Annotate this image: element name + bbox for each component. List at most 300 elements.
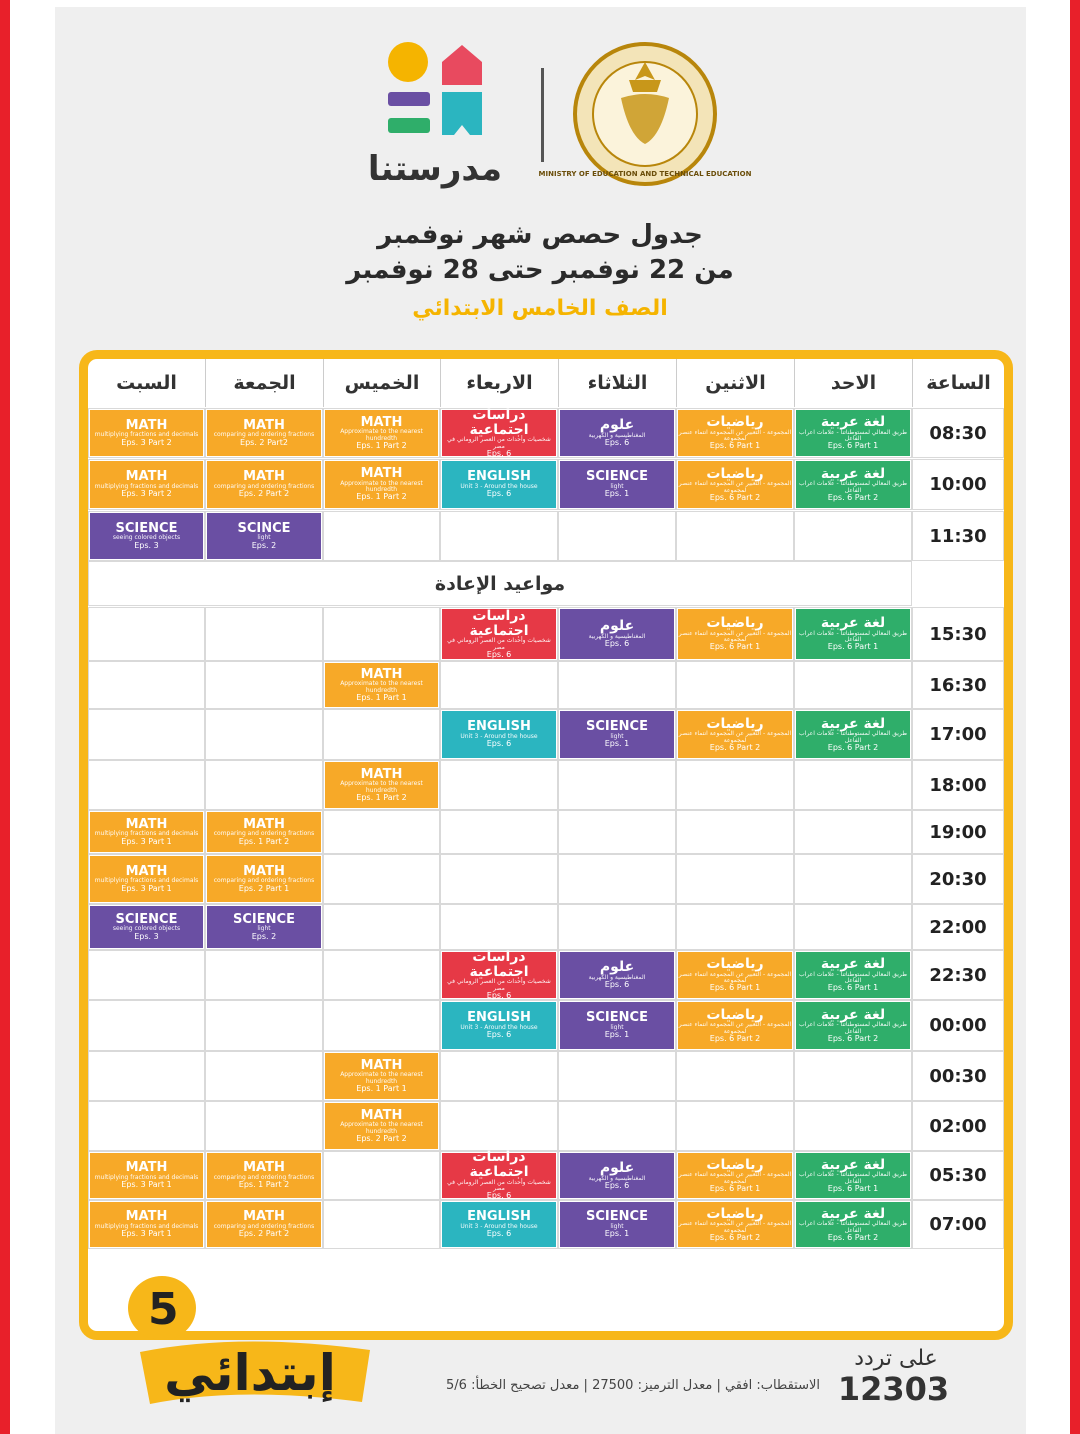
empty-cell bbox=[323, 511, 440, 561]
empty-cell bbox=[88, 760, 205, 810]
empty-cell bbox=[558, 1051, 676, 1101]
empty-cell bbox=[323, 709, 440, 760]
lesson-math-thu-e bbox=[325, 663, 438, 707]
lesson-episode: Eps. 2 Part2 bbox=[240, 437, 288, 447]
lesson-arabic-sun-a bbox=[796, 410, 910, 456]
empty-cell bbox=[794, 1051, 912, 1101]
lesson-topic: المجموعة - التعبير عن المجموعة انتماء عنصر لمجموعة bbox=[678, 970, 792, 985]
lesson-sci-tue-o bbox=[560, 1153, 674, 1198]
lesson-title: SCIENCE bbox=[586, 1010, 648, 1026]
lesson-episode: Eps. 6 bbox=[486, 990, 512, 1000]
lesson-math-mon-b bbox=[678, 461, 792, 508]
lesson-topic: Unit 3 - Around the house bbox=[460, 732, 538, 740]
time-cell-1130: 11:30 bbox=[912, 511, 1004, 561]
lesson-arabic-sun-f bbox=[796, 711, 910, 758]
lesson-episode: Eps. 1 Part 2 bbox=[238, 1180, 290, 1190]
empty-cell bbox=[440, 854, 558, 904]
lesson-title: لغة عربية bbox=[820, 715, 886, 732]
lesson-topic: طريق المعالي لمستوطناتنا - علامات اعراب الفاعل bbox=[799, 1220, 907, 1234]
empty-cell bbox=[558, 1101, 676, 1151]
lesson-title: MATH bbox=[125, 816, 168, 832]
lesson-episode: Eps. 6 Part 1 bbox=[709, 642, 761, 652]
lesson-topic: multiplying fractions and decimals bbox=[94, 1173, 199, 1181]
lesson-topic: seeing colored objects bbox=[112, 534, 181, 542]
lesson-math-mon-k bbox=[678, 952, 792, 998]
lesson-title: MATH bbox=[360, 1057, 403, 1073]
lesson-title: لغة عربية bbox=[820, 956, 886, 973]
lesson-episode: Eps. 1 bbox=[604, 1030, 630, 1040]
lesson-episode: Eps. 6 Part 1 bbox=[709, 1183, 761, 1193]
lesson-topic: المجموعة - التعبير عن المجموعة انتماء عنصر لمجموعة bbox=[678, 480, 792, 494]
seal-text: MINISTRY OF EDUCATION AND TECHNICAL EDUCATION bbox=[538, 170, 752, 178]
lesson-episode: Eps. 3 Part 2 bbox=[121, 437, 172, 447]
lesson-topic: المجموعة - التعبير عن المجموعة انتماء عنصر لمجموعة bbox=[678, 1220, 792, 1234]
lesson-episode: Eps. 1 Part 2 bbox=[356, 492, 407, 502]
empty-cell bbox=[88, 1051, 205, 1101]
lesson-math-fri-o bbox=[207, 1153, 321, 1198]
grade-badge bbox=[100, 1262, 380, 1412]
lesson-title: رياضيات bbox=[706, 715, 764, 732]
lesson-arabic-sun-l bbox=[796, 1002, 910, 1049]
empty-cell bbox=[794, 760, 912, 810]
lesson-episode: Eps. 6 bbox=[486, 739, 512, 749]
time-cell-0700: 07:00 bbox=[912, 1200, 1004, 1249]
empty-cell bbox=[323, 950, 440, 1000]
empty-cell bbox=[558, 760, 676, 810]
lesson-topic: المجموعة - التعبير عن المجموعة انتماء عنصر لمجموعة bbox=[678, 1171, 792, 1185]
lesson-episode: Eps. 3 Part 1 bbox=[121, 883, 172, 893]
lesson-topic: Approximate to the nearest hundredth bbox=[340, 680, 423, 694]
col-header-monday: الاثنين bbox=[676, 359, 794, 407]
lesson-title: رياضيات bbox=[706, 465, 764, 482]
lesson-title: MATH bbox=[243, 469, 285, 485]
empty-cell bbox=[676, 1101, 794, 1151]
lesson-title: لغة عربية bbox=[820, 465, 886, 482]
lesson-topic: Approximate to the nearest hundredth bbox=[340, 479, 423, 494]
empty-cell bbox=[440, 1051, 558, 1101]
lesson-title: ENGLISH bbox=[467, 1209, 531, 1225]
empty-cell bbox=[323, 810, 440, 854]
ministry-seal bbox=[538, 40, 752, 188]
grade-label: الصف الخامس الابتدائي bbox=[412, 296, 668, 321]
lesson-arabic-sun-p bbox=[796, 1202, 910, 1247]
lesson-topic: multiplying fractions and decimals bbox=[94, 877, 199, 885]
lesson-topic: multiplying fractions and decimals bbox=[94, 431, 199, 439]
empty-cell bbox=[676, 1051, 794, 1101]
lesson-title: رياضيات bbox=[706, 956, 764, 973]
lesson-topic: المجموعة - التعبير عن المجموعة انتماء عنصر لمجموعة bbox=[678, 629, 792, 644]
empty-cell bbox=[205, 950, 323, 1000]
lesson-math-mon-a bbox=[678, 410, 792, 456]
empty-cell bbox=[794, 854, 912, 904]
lesson-episode: Eps. 6 bbox=[604, 1180, 630, 1190]
empty-cell bbox=[323, 1200, 440, 1249]
lesson-math-thu-a bbox=[325, 410, 438, 456]
lesson-topic: multiplying fractions and decimals bbox=[94, 482, 199, 490]
lesson-sci-sat-j bbox=[90, 906, 203, 948]
lesson-episode: Eps. 2 Part 2 bbox=[238, 1229, 290, 1239]
lesson-title: MATH bbox=[360, 1107, 403, 1123]
lesson-topic: طريق المعالي لمستوطناتنا - علامات اعراب الفاعل bbox=[799, 1021, 907, 1035]
lesson-eng-wed-l bbox=[442, 1002, 556, 1049]
lesson-title: دراسات اجتماعية bbox=[469, 607, 529, 639]
lesson-episode: Eps. 6 bbox=[486, 1030, 512, 1040]
empty-cell bbox=[323, 1151, 440, 1200]
schedule-date-range: من 22 نوفمبر حتى 28 نوفمبر bbox=[346, 255, 734, 285]
lesson-eng-wed-b bbox=[442, 461, 556, 508]
lesson-title: SCIENCE bbox=[233, 911, 295, 927]
lesson-topic: Approximate to the nearest hundredth bbox=[340, 428, 423, 442]
lesson-title: رياضيات bbox=[706, 1006, 764, 1023]
empty-cell bbox=[440, 760, 558, 810]
col-header-friday: الجمعة bbox=[205, 359, 323, 407]
lesson-math-mon-o bbox=[678, 1153, 792, 1198]
lesson-topic: Approximate to the nearest hundredth bbox=[340, 1121, 423, 1135]
lesson-title: لغة عربية bbox=[820, 615, 886, 632]
lesson-title: دراسات اجتماعية bbox=[469, 948, 529, 980]
time-cell-0200: 02:00 bbox=[912, 1101, 1004, 1151]
empty-cell bbox=[323, 854, 440, 904]
lesson-episode: Eps. 2 Part 1 bbox=[238, 883, 290, 893]
reception-info: الاستقطاب: افقي | معدل الترميز: 27500 | معدل تصحيح الخطأ: 5/6 bbox=[446, 1378, 820, 1393]
lesson-episode: Eps. 6 bbox=[604, 639, 630, 649]
lesson-topic: comparing and ordering fractions bbox=[213, 830, 315, 838]
empty-cell bbox=[88, 709, 205, 760]
col-header-sunday: الاحد bbox=[794, 359, 912, 407]
lesson-arabic-sun-b bbox=[796, 461, 910, 508]
lesson-title: MATH bbox=[360, 414, 403, 430]
lesson-math-thu-b bbox=[325, 461, 438, 508]
lesson-episode: Eps. 3 Part 1 bbox=[121, 1180, 172, 1190]
lesson-episode: Eps. 6 Part 2 bbox=[709, 492, 761, 502]
empty-cell bbox=[323, 1000, 440, 1051]
lesson-sci-tue-l bbox=[560, 1002, 674, 1049]
lesson-title: ENGLISH bbox=[467, 469, 531, 485]
lesson-topic: المجموعة - التعبير عن المجموعة انتماء عنصر لمجموعة bbox=[678, 1021, 792, 1035]
lesson-episode: Eps. 6 Part 1 bbox=[827, 441, 879, 451]
lesson-math-sat-i bbox=[90, 856, 203, 902]
lesson-episode: Eps. 6 bbox=[486, 649, 512, 659]
lesson-episode: Eps. 3 bbox=[134, 540, 159, 550]
lesson-title: SCIENCE bbox=[586, 719, 648, 735]
lesson-title: MATH bbox=[125, 417, 168, 433]
lesson-topic: المجموعة - التعبير عن المجموعة انتماء عنصر لمجموعة bbox=[678, 428, 792, 443]
lesson-arabic-sun-o bbox=[796, 1153, 910, 1198]
empty-cell bbox=[676, 810, 794, 854]
empty-cell bbox=[205, 1051, 323, 1101]
time-cell-1900: 19:00 bbox=[912, 810, 1004, 854]
col-header-time: الساعة bbox=[912, 359, 1004, 407]
col-header-saturday: السبت bbox=[116, 372, 177, 394]
lesson-title: علوم bbox=[599, 1159, 635, 1176]
lesson-title: دراسات اجتماعية bbox=[469, 1149, 529, 1181]
lesson-title: دراسات اجتماعية bbox=[469, 406, 529, 438]
lesson-episode: Eps. 6 Part 2 bbox=[827, 1033, 879, 1043]
lesson-math-thu-n bbox=[325, 1103, 438, 1149]
empty-cell bbox=[88, 607, 205, 661]
lesson-topic: طريق المعالي لمستوطناتنا - علامات اعراب الفاعل bbox=[799, 480, 907, 494]
lesson-episode: Eps. 6 Part 2 bbox=[827, 742, 879, 752]
lesson-topic: Approximate to the nearest hundredth bbox=[340, 780, 423, 794]
time-cell-0530: 05:30 bbox=[912, 1151, 1004, 1200]
lesson-episode: Eps. 2 Part 2 bbox=[238, 489, 290, 499]
lesson-topic: comparing and ordering fractions bbox=[213, 482, 315, 490]
empty-cell bbox=[440, 661, 558, 709]
lesson-title: علوم bbox=[599, 959, 635, 976]
time-cell-1000: 10:00 bbox=[912, 459, 1004, 510]
lesson-topic: comparing and ordering fractions bbox=[213, 1173, 315, 1181]
lesson-episode: Eps. 1 Part 2 bbox=[238, 836, 290, 846]
lesson-topic: شخصيات وأحداث من العصر الروماني في مصر bbox=[447, 637, 551, 651]
lesson-title: MATH bbox=[125, 1209, 168, 1225]
lesson-math-sat-a bbox=[90, 410, 203, 456]
lesson-episode: Eps. 6 Part 1 bbox=[709, 441, 761, 451]
empty-cell bbox=[794, 511, 912, 561]
lesson-topic: طريق المعالي لمستوطناتنا - علامات اعراب الفاعل bbox=[799, 629, 907, 644]
lesson-topic: comparing and ordering fractions bbox=[213, 431, 315, 439]
empty-cell bbox=[323, 904, 440, 950]
empty-cell bbox=[558, 854, 676, 904]
lesson-topic: طريق المعالي لمستوطناتنا - علامات اعراب الفاعل bbox=[799, 428, 907, 443]
time-cell-1630: 16:30 bbox=[912, 661, 1004, 709]
lesson-topic: multiplying fractions and decimals bbox=[94, 830, 199, 838]
empty-cell bbox=[205, 661, 323, 709]
lesson-topic: light bbox=[610, 1222, 624, 1230]
lesson-title: لغة عربية bbox=[820, 1006, 886, 1023]
lesson-title: رياضيات bbox=[706, 615, 764, 632]
lesson-arabic-sun-k bbox=[796, 952, 910, 998]
lesson-title: MATH bbox=[243, 816, 285, 832]
time-cell-0030: 00:30 bbox=[912, 1051, 1004, 1101]
lesson-social-wed-d bbox=[442, 609, 556, 659]
lesson-title: رياضيات bbox=[706, 1205, 764, 1222]
lesson-sci-tue-k bbox=[560, 952, 674, 998]
lesson-title: رياضيات bbox=[706, 1156, 764, 1173]
lesson-math-sat-o bbox=[90, 1153, 203, 1198]
empty-cell bbox=[205, 709, 323, 760]
lesson-sci-fri-c bbox=[207, 513, 321, 559]
empty-cell bbox=[794, 810, 912, 854]
col-header-thursday: الخميس bbox=[323, 359, 440, 407]
empty-cell bbox=[323, 607, 440, 661]
lesson-topic: comparing and ordering fractions bbox=[213, 877, 315, 885]
lesson-title: SCIENCE bbox=[115, 520, 178, 536]
lesson-title: SCIENCE bbox=[115, 911, 178, 927]
lesson-sci-tue-d bbox=[560, 609, 674, 659]
empty-cell bbox=[205, 607, 323, 661]
lesson-title: MATH bbox=[243, 1209, 285, 1225]
lesson-topic: comparing and ordering fractions bbox=[213, 1222, 315, 1230]
schedule-title: جدول حصص شهر نوفمبر bbox=[377, 220, 703, 250]
lesson-title: ENGLISH bbox=[467, 719, 531, 735]
lesson-math-thu-m bbox=[325, 1053, 438, 1099]
empty-cell bbox=[440, 511, 558, 561]
lesson-topic: المغناطيسية و الكهربية bbox=[588, 432, 646, 439]
empty-cell bbox=[794, 1101, 912, 1151]
time-cell-2030: 20:30 bbox=[912, 854, 1004, 904]
lesson-sci-tue-f bbox=[560, 711, 674, 758]
frequency-label: على تردد bbox=[854, 1346, 938, 1371]
empty-cell bbox=[676, 854, 794, 904]
empty-cell bbox=[676, 511, 794, 561]
lesson-topic: Approximate to the nearest hundredth bbox=[340, 1071, 423, 1085]
empty-cell bbox=[205, 1101, 323, 1151]
lesson-episode: Eps. 6 Part 1 bbox=[827, 642, 879, 652]
lesson-title: MATH bbox=[243, 863, 285, 879]
lesson-math-sat-p bbox=[90, 1202, 203, 1247]
rerun-section-label: مواعيد الإعادة bbox=[88, 561, 912, 606]
lesson-title: SCIENCE bbox=[586, 1209, 648, 1225]
lesson-episode: Eps. 1 Part 2 bbox=[356, 792, 407, 802]
lesson-episode: Eps. 3 Part 1 bbox=[121, 836, 172, 846]
lesson-math-fri-h bbox=[207, 812, 321, 852]
lesson-title: MATH bbox=[125, 863, 168, 879]
lesson-episode: Eps. 2 bbox=[251, 931, 277, 941]
lesson-title: MATH bbox=[360, 466, 403, 482]
lesson-topic: طريق المعالي لمستوطناتنا - علامات اعراب الفاعل bbox=[799, 1171, 907, 1185]
time-cell-2230: 22:30 bbox=[912, 950, 1004, 1000]
lesson-topic: المغناطيسية و الكهربية bbox=[588, 974, 646, 981]
lesson-math-mon-f bbox=[678, 711, 792, 758]
lesson-math-mon-d bbox=[678, 609, 792, 659]
lesson-title: MATH bbox=[360, 766, 403, 782]
lesson-title: لغة عربية bbox=[820, 1205, 886, 1222]
empty-cell bbox=[440, 810, 558, 854]
lesson-episode: Eps. 6 bbox=[486, 1191, 512, 1201]
lesson-topic: Unit 3 - Around the house bbox=[460, 1023, 538, 1031]
lesson-eng-wed-p bbox=[442, 1202, 556, 1247]
empty-cell bbox=[676, 661, 794, 709]
lesson-episode: Eps. 6 Part 2 bbox=[827, 1232, 879, 1242]
lesson-title: MATH bbox=[360, 666, 403, 682]
lesson-math-thu-g bbox=[325, 762, 438, 808]
lesson-topic: light bbox=[610, 732, 624, 740]
badge-number: 5 bbox=[148, 1284, 179, 1335]
lesson-episode: Eps. 1 Part 1 bbox=[356, 692, 407, 702]
time-cell-1530: 15:30 bbox=[912, 607, 1004, 661]
empty-cell bbox=[88, 661, 205, 709]
empty-cell bbox=[558, 661, 676, 709]
lesson-topic: Unit 3 - Around the house bbox=[460, 482, 538, 490]
lesson-math-mon-l bbox=[678, 1002, 792, 1049]
empty-cell bbox=[440, 1101, 558, 1151]
lesson-title: MATH bbox=[243, 1160, 285, 1176]
lesson-episode: Eps. 3 Part 2 bbox=[121, 489, 172, 499]
lesson-title: SCINCE bbox=[237, 520, 291, 536]
madrasatna-logo bbox=[360, 40, 510, 190]
lesson-arabic-sun-d bbox=[796, 609, 910, 659]
empty-cell bbox=[558, 511, 676, 561]
empty-cell bbox=[558, 904, 676, 950]
lesson-sci-sat-c bbox=[90, 513, 203, 559]
lesson-title: ENGLISH bbox=[467, 1010, 531, 1026]
lesson-episode: Eps. 6 Part 2 bbox=[709, 1033, 761, 1043]
lesson-topic: شخصيات وأحداث من العصر الروماني في مصر bbox=[447, 978, 551, 992]
lesson-topic: light bbox=[257, 925, 271, 933]
right-red-border bbox=[1070, 0, 1080, 1434]
lesson-sci-tue-a bbox=[560, 410, 674, 456]
empty-cell bbox=[88, 1101, 205, 1151]
time-cell-0000: 00:00 bbox=[912, 1000, 1004, 1051]
lesson-title: SCIENCE bbox=[586, 469, 648, 485]
logo-text: مدرستنا bbox=[367, 149, 503, 189]
lesson-episode: Eps. 6 bbox=[486, 1229, 512, 1239]
time-cell-0830: 08:30 bbox=[912, 408, 1004, 458]
lesson-episode: Eps. 6 Part 1 bbox=[709, 983, 761, 993]
lesson-episode: Eps. 2 bbox=[251, 540, 277, 550]
lesson-title: علوم bbox=[599, 417, 635, 434]
lesson-episode: Eps. 3 bbox=[134, 931, 159, 941]
left-red-border bbox=[0, 0, 10, 1434]
lesson-episode: Eps. 6 bbox=[486, 448, 512, 458]
lesson-topic: multiplying fractions and decimals bbox=[94, 1222, 199, 1230]
lesson-episode: Eps. 6 Part 2 bbox=[709, 1232, 761, 1242]
logo-divider bbox=[541, 68, 544, 162]
lesson-topic: المغناطيسية و الكهربية bbox=[588, 633, 646, 640]
lesson-social-wed-a bbox=[442, 406, 556, 458]
lesson-sci-tue-b bbox=[560, 461, 674, 508]
empty-cell bbox=[88, 1000, 205, 1051]
empty-cell bbox=[440, 904, 558, 950]
lesson-episode: Eps. 6 bbox=[604, 980, 630, 990]
lesson-social-wed-o bbox=[442, 1149, 556, 1201]
empty-cell bbox=[205, 760, 323, 810]
lesson-episode: Eps. 2 Part 2 bbox=[356, 1133, 407, 1143]
time-cell-2200: 22:00 bbox=[912, 904, 1004, 950]
empty-cell bbox=[676, 760, 794, 810]
lesson-topic: شخصيات وأحداث من العصر الروماني في مصر bbox=[447, 436, 551, 450]
empty-cell bbox=[205, 1000, 323, 1051]
lesson-episode: Eps. 1 bbox=[604, 739, 630, 749]
time-cell-1800: 18:00 bbox=[912, 760, 1004, 810]
lesson-math-sat-h bbox=[90, 812, 203, 852]
lesson-topic: Unit 3 - Around the house bbox=[460, 1222, 538, 1230]
empty-cell bbox=[794, 904, 912, 950]
lesson-math-fri-a bbox=[207, 410, 321, 456]
lesson-title: رياضيات bbox=[706, 414, 764, 431]
lesson-topic: light bbox=[257, 534, 271, 542]
empty-cell bbox=[794, 661, 912, 709]
lesson-episode: Eps. 6 Part 2 bbox=[709, 742, 761, 752]
lesson-episode: Eps. 6 Part 1 bbox=[827, 983, 879, 993]
lesson-title: علوم bbox=[599, 618, 635, 635]
lesson-math-mon-p bbox=[678, 1202, 792, 1247]
lesson-math-fri-p bbox=[207, 1202, 321, 1247]
lesson-episode: Eps. 1 bbox=[604, 1229, 630, 1239]
lesson-sci-tue-p bbox=[560, 1202, 674, 1247]
lesson-episode: Eps. 1 bbox=[604, 489, 630, 499]
lesson-math-sat-b bbox=[90, 461, 203, 508]
col-header-wednesday: الاربعاء bbox=[440, 359, 558, 407]
lesson-topic: seeing colored objects bbox=[112, 925, 181, 933]
lesson-eng-wed-f bbox=[442, 711, 556, 758]
lesson-math-fri-b bbox=[207, 461, 321, 508]
lesson-episode: Eps. 6 Part 1 bbox=[827, 1183, 879, 1193]
lesson-topic: طريق المعالي لمستوطناتنا - علامات اعراب الفاعل bbox=[799, 730, 907, 744]
lesson-topic: طريق المعالي لمستوطناتنا - علامات اعراب الفاعل bbox=[799, 970, 907, 985]
lesson-title: لغة عربية bbox=[820, 1156, 886, 1173]
lesson-episode: Eps. 3 Part 1 bbox=[121, 1229, 172, 1239]
lesson-episode: Eps. 6 bbox=[486, 489, 512, 499]
lesson-title: لغة عربية bbox=[820, 414, 886, 431]
lesson-episode: Eps. 6 bbox=[604, 438, 630, 448]
empty-cell bbox=[88, 950, 205, 1000]
time-cell-1700: 17:00 bbox=[912, 709, 1004, 760]
lesson-topic: المغناطيسية و الكهربية bbox=[588, 1174, 646, 1182]
empty-cell bbox=[558, 810, 676, 854]
frequency-value: 12303 bbox=[837, 1370, 950, 1408]
lesson-social-wed-k bbox=[442, 948, 556, 1000]
